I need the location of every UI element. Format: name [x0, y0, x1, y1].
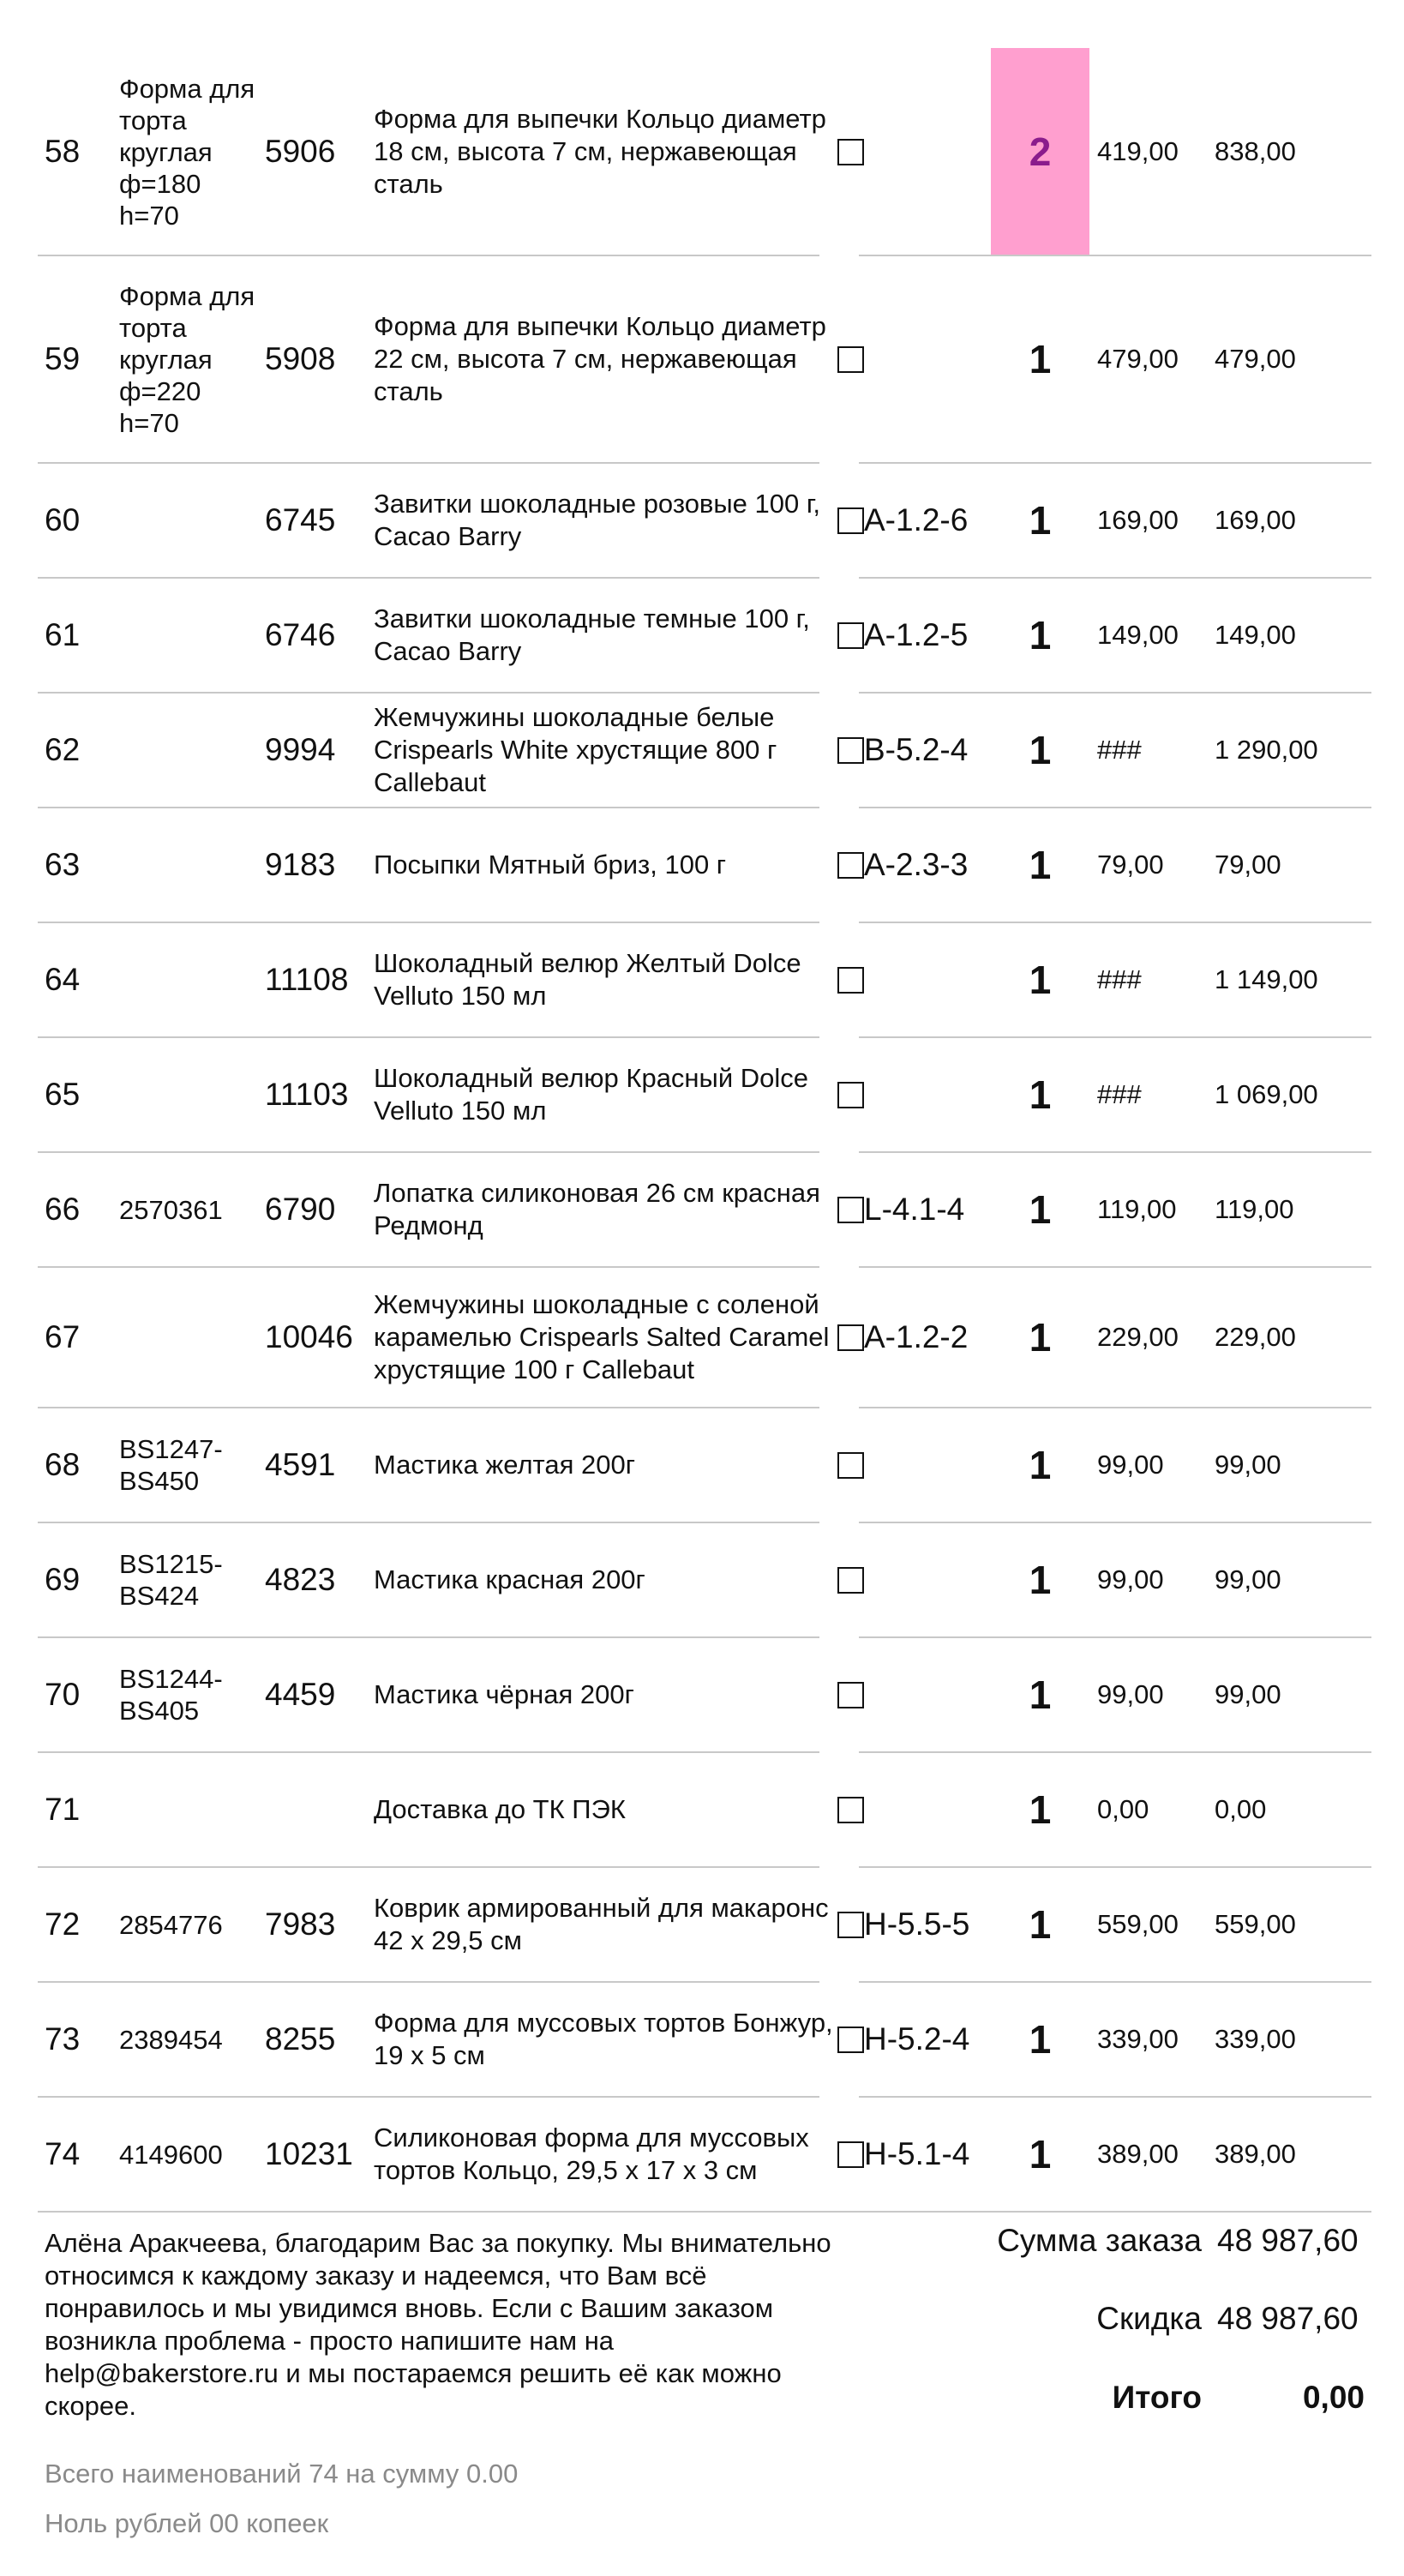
checkbox-square-icon [837, 1452, 864, 1479]
row-location: L-4.1-4 [864, 1192, 965, 1227]
row-location [864, 1522, 993, 1637]
table-row [38, 1867, 1371, 1982]
row-number: 69 [45, 1562, 81, 1597]
row-checkbox[interactable] [825, 1152, 876, 1267]
row-price: 99,00 [1097, 1679, 1164, 1709]
row-price: 389,00 [1097, 2139, 1179, 2169]
row-location: A-1.2-2 [864, 1319, 969, 1354]
row-divider [38, 2211, 1371, 2213]
checkbox-square-icon [837, 2141, 864, 2168]
row-sku [119, 1037, 265, 1152]
checkbox-square-icon [837, 346, 864, 373]
row-sku [119, 1752, 265, 1867]
order-sum-value: 48 987,60 [1217, 2223, 1359, 2258]
row-code: 7983 [265, 1906, 336, 1942]
row-quantity: 1 [1029, 613, 1052, 658]
row-name: Мастика желтая 200г [374, 1450, 636, 1480]
row-total: 559,00 [1215, 1909, 1296, 1939]
row-total: 479,00 [1215, 344, 1296, 374]
row-code: 6745 [265, 502, 336, 537]
checkbox-square-icon [837, 967, 864, 994]
row-total: 99,00 [1215, 1564, 1281, 1594]
row-quantity: 1 [1029, 337, 1052, 381]
row-code: 10231 [265, 2136, 353, 2171]
row-price: 0,00 [1097, 1794, 1149, 1824]
grand-total-label: Итого [1112, 2380, 1202, 2415]
row-location [864, 1408, 993, 1522]
row-total: 1 290,00 [1215, 735, 1318, 765]
discount-value: 48 987,60 [1217, 2301, 1359, 2336]
checkbox-square-icon [837, 1082, 864, 1108]
row-total: 838,00 [1215, 136, 1296, 166]
row-price: ### [1097, 964, 1142, 994]
checkbox-square-icon [837, 1682, 864, 1708]
row-checkbox[interactable] [825, 693, 876, 808]
row-code: 4591 [265, 1447, 336, 1482]
row-checkbox[interactable] [825, 255, 876, 463]
row-name: Форма для выпечки Кольцо диаметр 22 см, высота 7 см, нержавеющая сталь [374, 311, 826, 406]
row-name: Завитки шоколадные розовые 100 г, Cacao Barry [374, 489, 821, 551]
row-name: Завитки шоколадные темные 100 г, Cacao Barry [374, 603, 810, 666]
row-name: Шоколадный велюр Желтый Dolce Velluto 150 мл [374, 948, 801, 1011]
row-total: 99,00 [1215, 1679, 1281, 1709]
row-sku [119, 1267, 265, 1408]
row-total: 1 149,00 [1215, 964, 1318, 994]
row-sku: Форма для торта круглая ф=220 h=70 [119, 280, 255, 438]
row-checkbox[interactable] [825, 1982, 876, 2097]
row-total: 79,00 [1215, 850, 1281, 880]
row-checkbox[interactable] [825, 1408, 876, 1522]
row-sku: 2854776 [119, 1909, 223, 1940]
row-checkbox[interactable] [825, 463, 876, 578]
thank-you-message: Алёна Аракчеева, благодарим Вас за покупку. Мы внимательно относимся к каждому заказу и надеемся, что Вам всё понравилось и мы увидимся вновь. Если с Вашим заказом возникла проблема - просто напишите нам на help@bakerstore.ru и мы постараемся решить её как можно скорее. [45, 2228, 831, 2421]
row-location: H-5.2-4 [864, 2021, 970, 2057]
row-total: 149,00 [1215, 620, 1296, 650]
row-checkbox[interactable] [825, 808, 876, 922]
row-location [864, 255, 993, 463]
row-price: 99,00 [1097, 1564, 1164, 1594]
items-count-summary: Всего наименований 74 на сумму 0.00 [45, 2459, 519, 2489]
row-number: 66 [45, 1192, 81, 1227]
row-price: 119,00 [1097, 1194, 1177, 1224]
row-name: Доставка до ТК ПЭК [374, 1794, 626, 1824]
row-code: 11108 [265, 962, 349, 997]
row-sku [119, 693, 265, 808]
table-row [38, 922, 1371, 1037]
row-number: 71 [45, 1792, 81, 1827]
row-total: 229,00 [1215, 1322, 1296, 1352]
row-price: 79,00 [1097, 850, 1164, 880]
row-name: Мастика чёрная 200г [374, 1679, 634, 1709]
row-name: Мастика красная 200г [374, 1564, 645, 1594]
table-row [38, 1982, 1371, 2097]
row-quantity: 1 [1029, 1787, 1052, 1832]
amount-in-words: Ноль рублей 00 копеек [45, 2508, 329, 2538]
row-number: 70 [45, 1677, 81, 1712]
row-code: 9183 [265, 847, 336, 882]
row-checkbox[interactable] [825, 1267, 876, 1408]
row-price: 559,00 [1097, 1909, 1179, 1939]
row-number: 61 [45, 617, 81, 652]
row-checkbox[interactable] [825, 578, 876, 693]
row-price: 339,00 [1097, 2024, 1179, 2054]
row-location: A-2.3-3 [864, 847, 969, 882]
row-location [864, 1037, 993, 1152]
row-quantity: 1 [1029, 728, 1052, 772]
checkbox-square-icon [837, 2027, 864, 2053]
row-price: 229,00 [1097, 1322, 1179, 1352]
row-quantity: 1 [1029, 1672, 1052, 1717]
row-checkbox[interactable] [825, 922, 876, 1037]
row-code: 8255 [265, 2021, 336, 2057]
row-sku: BS1244-BS405 [119, 1664, 223, 1726]
table-row [38, 808, 1371, 922]
row-price: ### [1097, 735, 1142, 765]
checkbox-square-icon [837, 1912, 864, 1938]
row-name: Посыпки Мятный бриз, 100 г [374, 850, 727, 880]
row-number: 68 [45, 1447, 81, 1482]
checkbox-square-icon [837, 1197, 864, 1223]
row-name: Жемчужины шоколадные белые Crispearls White хрустящие 800 г Callebaut [374, 702, 777, 797]
table-row [38, 255, 1371, 463]
row-number: 60 [45, 502, 81, 537]
order-sum-label: Сумма заказа [997, 2223, 1202, 2258]
row-sku [119, 922, 265, 1037]
row-checkbox[interactable] [825, 1867, 876, 1982]
table-row [38, 1637, 1371, 1752]
row-price: 169,00 [1097, 505, 1179, 535]
row-quantity: 1 [1029, 1902, 1052, 1947]
table-row [38, 1152, 1371, 1267]
row-number: 58 [45, 134, 81, 169]
table-row [38, 1752, 1371, 1867]
row-number: 64 [45, 962, 81, 997]
row-sku: BS1215-BS424 [119, 1549, 223, 1611]
row-number: 73 [45, 2021, 81, 2057]
row-name: Форма для выпечки Кольцо диаметр 18 см, высота 7 см, нержавеющая сталь [374, 104, 826, 199]
row-number: 62 [45, 732, 81, 767]
row-name: Коврик армированный для макаронс 42 х 29,5 см [374, 1893, 829, 1955]
table-row [38, 1408, 1371, 1522]
row-sku: 4149600 [119, 2139, 223, 2170]
row-price: 149,00 [1097, 620, 1179, 650]
row-code: 6746 [265, 617, 336, 652]
table-row [38, 693, 1371, 808]
row-total: 99,00 [1215, 1450, 1281, 1480]
row-checkbox[interactable] [825, 48, 876, 255]
row-total: 169,00 [1215, 505, 1296, 535]
row-total: 0,00 [1215, 1794, 1267, 1824]
row-checkbox[interactable] [825, 1037, 876, 1152]
row-number: 63 [45, 847, 81, 882]
row-number: 67 [45, 1319, 81, 1354]
row-code: 4459 [265, 1677, 336, 1712]
checkbox-square-icon [837, 139, 864, 165]
row-code: 9994 [265, 732, 336, 767]
checkbox-square-icon [837, 622, 864, 649]
row-quantity: 1 [1029, 1558, 1052, 1602]
row-number: 74 [45, 2136, 81, 2171]
row-quantity: 1 [1029, 2017, 1052, 2062]
row-checkbox[interactable] [825, 1637, 876, 1752]
row-number: 65 [45, 1077, 81, 1112]
row-code: 5908 [265, 341, 336, 376]
table-row [38, 1037, 1371, 1152]
row-total: 389,00 [1215, 2139, 1296, 2169]
table-row [38, 1267, 1371, 1408]
table-row [38, 48, 1371, 255]
grand-total-value: 0,00 [1302, 2380, 1365, 2415]
table-row [38, 463, 1371, 578]
row-checkbox[interactable] [825, 2097, 876, 2212]
checkbox-square-icon [837, 1567, 864, 1594]
checkbox-square-icon [837, 507, 864, 534]
row-total: 1 069,00 [1215, 1079, 1318, 1109]
row-code: 4823 [265, 1562, 336, 1597]
row-quantity: 2 [991, 48, 1089, 255]
row-sku [119, 808, 265, 922]
row-location: A-1.2-6 [864, 502, 969, 537]
checkbox-square-icon [837, 1324, 864, 1351]
row-location: H-5.5-5 [864, 1906, 970, 1942]
row-name: Шоколадный велюр Красный Dolce Velluto 150 мл [374, 1063, 809, 1126]
checkbox-square-icon [837, 1797, 864, 1823]
discount-label: Скидка [1096, 2301, 1202, 2336]
row-quantity: 1 [1029, 1072, 1052, 1117]
row-sku: 2570361 [119, 1194, 223, 1225]
row-sku: BS1247-BS450 [119, 1434, 223, 1496]
row-code: 5906 [265, 134, 336, 169]
row-name: Силиконовая форма для муссовых тортов Кольцо, 29,5 х 17 х 3 см [374, 2123, 809, 2185]
row-name: Форма для муссовых тортов Бонжур, 19 х 5 см [374, 2008, 833, 2070]
row-quantity: 1 [1029, 498, 1052, 543]
row-sku [119, 578, 265, 693]
checkbox-square-icon [837, 852, 864, 879]
table-row [38, 2097, 1371, 2212]
row-sku: 2389454 [119, 2024, 223, 2055]
row-number: 72 [45, 1906, 81, 1942]
checkbox-square-icon [837, 737, 864, 764]
row-quantity: 1 [1029, 1187, 1052, 1232]
row-sku [119, 463, 265, 578]
row-checkbox[interactable] [825, 1752, 876, 1867]
row-name: Жемчужины шоколадные с соленой карамелью Crispearls Salted Caramel хрустящие 100 г Callebaut [374, 1289, 830, 1384]
row-location: A-1.2-5 [864, 617, 969, 652]
row-name: Лопатка силиконовая 26 см красная Редмонд [374, 1178, 820, 1240]
row-quantity: 1 [1029, 843, 1052, 887]
row-quantity: 1 [1029, 1315, 1052, 1360]
row-location [864, 1637, 993, 1752]
row-location: B-5.2-4 [864, 732, 969, 767]
row-location [864, 922, 993, 1037]
row-total: 119,00 [1215, 1194, 1294, 1224]
row-price: 419,00 [1097, 136, 1179, 166]
row-checkbox[interactable] [825, 1522, 876, 1637]
table-row [38, 578, 1371, 693]
table-row [38, 1522, 1371, 1637]
row-location: H-5.1-4 [864, 2136, 970, 2171]
row-price: 99,00 [1097, 1450, 1164, 1480]
row-quantity: 1 [1029, 958, 1052, 1002]
row-code: 10046 [265, 1319, 353, 1354]
row-code: 6790 [265, 1192, 336, 1227]
row-price: ### [1097, 1079, 1142, 1109]
row-code: 11103 [265, 1077, 349, 1112]
row-location [864, 1752, 993, 1867]
row-sku: Форма для торта круглая ф=180 h=70 [119, 73, 255, 231]
row-price: 479,00 [1097, 344, 1179, 374]
row-location [864, 48, 993, 255]
row-number: 59 [45, 341, 81, 376]
row-code [265, 1752, 372, 1867]
row-quantity: 1 [1029, 1443, 1052, 1487]
row-total: 339,00 [1215, 2024, 1296, 2054]
row-quantity: 1 [1029, 2132, 1052, 2177]
